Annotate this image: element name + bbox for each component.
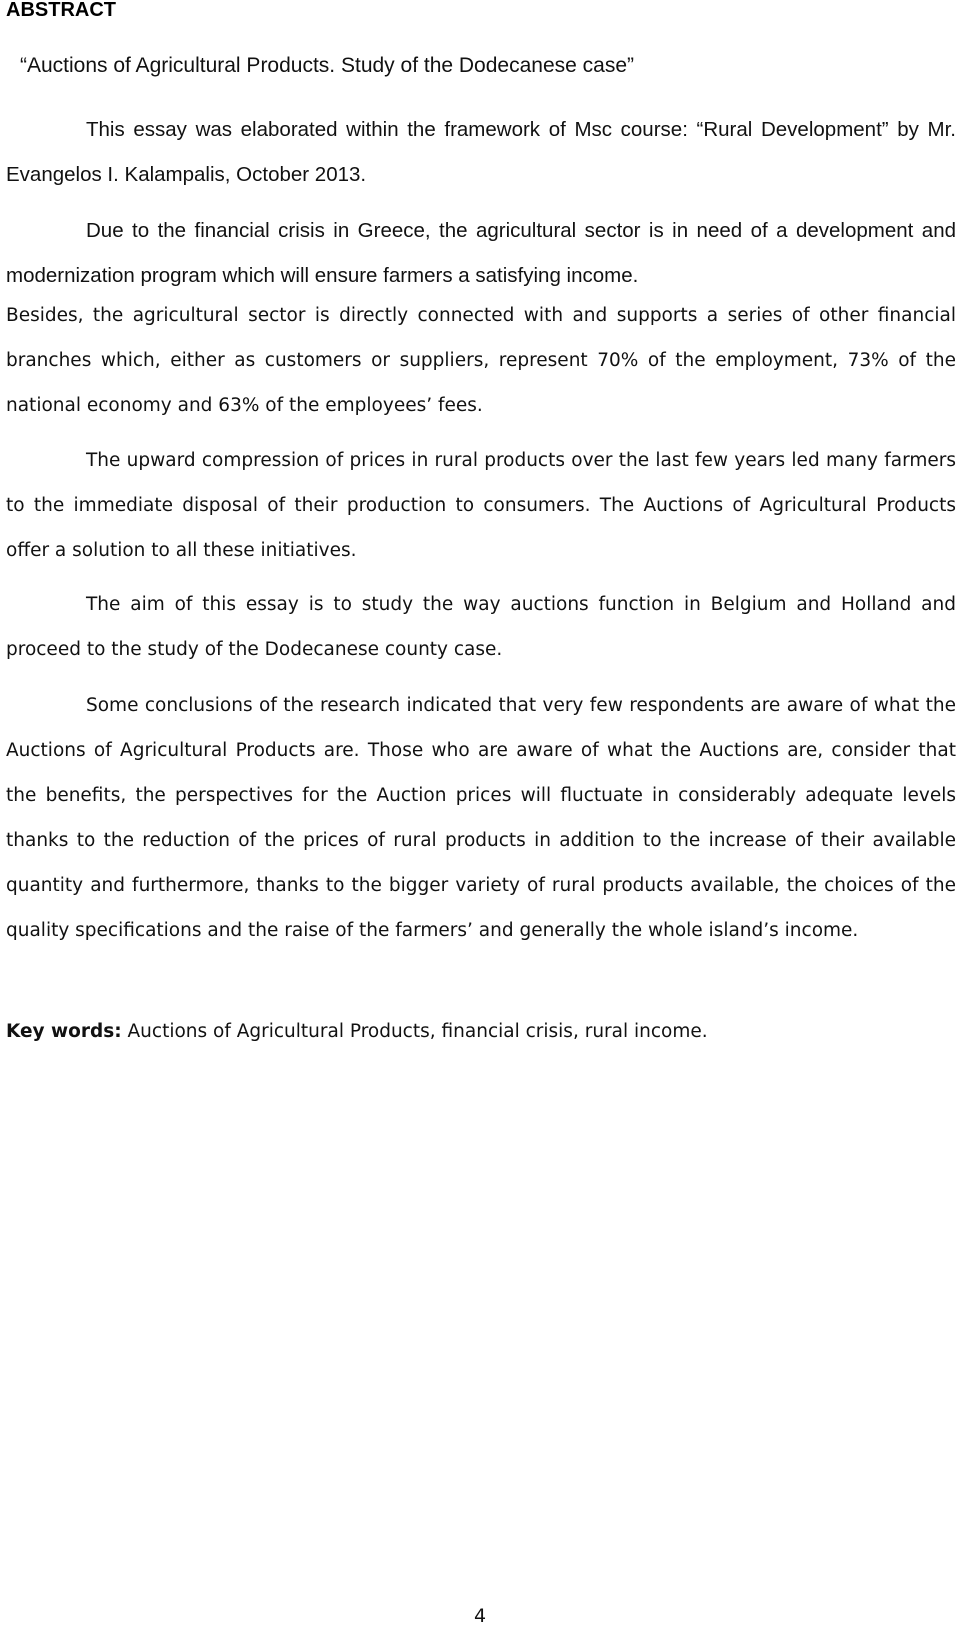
paragraph-aim: The aim of this essay is to study the way auctions function in Belgium and Holland and proceed to the study of the Dodecanese county case. (6, 594, 956, 660)
keywords-line (6, 1009, 708, 1054)
paragraph-financial-crisis: Due to the financial crisis in Greece, the agricultural sector is in need of a development and modernization program which will ensure farmers a satisfying income. (6, 219, 956, 287)
paragraph-intro: This essay was elaborated within the framework of Msc course: “Rural Development” by Mr. Evangelos I. Kalampalis, October 2013. (6, 118, 956, 186)
paragraph-conclusions: Some conclusions of the research indicated that very few respondents are aware of what the Auctions of Agricultural Products are. Those who are aware of what the Auctions are, consider that the benefits, the perspectives for the Auction prices will fluctuate in considerably adequate levels thanks to the reduction of the prices of rural products in addition to the increase of their available quantity and furthermore, thanks to the bigger variety of rural products available, the choices of the quality specifications and the raise of the farmers’ and generally the whole island’s income. (6, 695, 956, 941)
paragraph-agricultural-sector: Besides, the agricultural sector is directly connected with and supports a series of other financial branches which, either as customers or suppliers, represent 70% of the employment, 73% of the national economy and 63% of the employees’ fees. (6, 305, 956, 416)
keywords-text: Auctions of Agricultural Products, financial crisis, rural income. (121, 1021, 708, 1042)
page-number: 4 (473, 1605, 487, 1627)
paragraph-price-compression: The upward compression of prices in rural products over the last few years led many farmers to the immediate disposal of their production to consumers. The Auctions of Agricultural Products offer a solution to all these initiatives. (6, 450, 956, 561)
keywords-label: Key words: (6, 1021, 122, 1042)
essay-title: “Auctions of Agricultural Products. Study of the Dodecanese case” (20, 54, 634, 77)
abstract-heading: ABSTRACT (6, 0, 116, 21)
